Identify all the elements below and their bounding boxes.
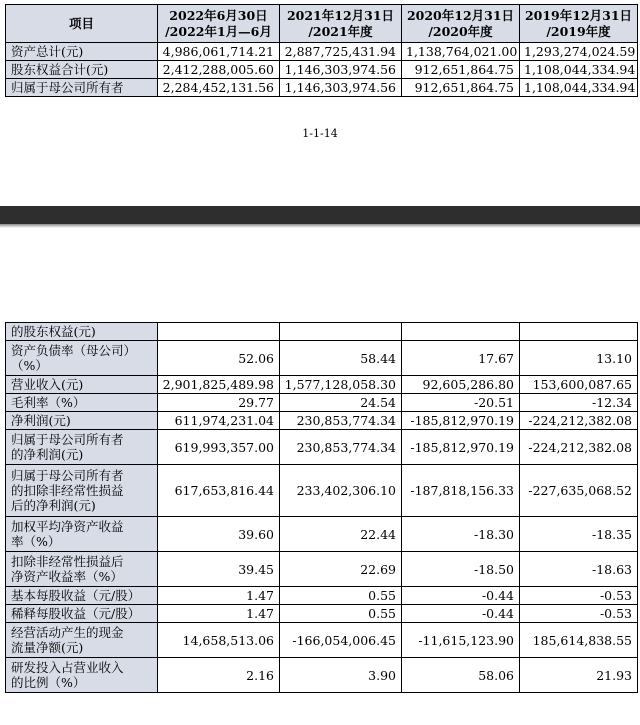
financial-table-bottom <box>5 322 638 693</box>
header-period-cell-line: /2022年1月—6月 <box>165 23 272 39</box>
row-label-cell <box>6 587 158 605</box>
row-value-cell: 619,993,357.00 <box>158 430 280 465</box>
table-row <box>6 376 638 394</box>
row-label-cell-line: 扣除非经常性损益后 <box>11 554 124 569</box>
row-label-cell-line: 股东权益合计(元) <box>11 62 109 77</box>
row-value-cell: 2.16 <box>158 658 280 693</box>
header-period-cell-line: /2021年度 <box>308 23 373 39</box>
row-value-cell: -11,615,123.90 <box>402 623 520 658</box>
row-value-cell: 611,974,231.04 <box>158 412 280 430</box>
row-label-cell-line: 资产负债率（母公司） <box>11 343 137 358</box>
row-label-cell-line: 流量净额(元) <box>11 640 84 655</box>
row-value-cell: -187,818,156.33 <box>402 465 520 517</box>
table-row <box>6 323 638 341</box>
row-value-cell: 617,653,816.44 <box>158 465 280 517</box>
row-label-cell <box>6 43 158 61</box>
row-value-cell: 1,146,303,974.56 <box>280 79 402 97</box>
row-label-cell-line: 率（%） <box>11 534 61 549</box>
row-label-cell-line: 加权平均净资产收益 <box>11 519 124 534</box>
row-value-cell: -185,812,970.19 <box>402 430 520 465</box>
row-label-cell-line: 稀释每股收益（元/股） <box>11 606 141 621</box>
table-row <box>6 341 638 376</box>
row-value-cell: -224,212,382.08 <box>520 412 638 430</box>
row-label-cell <box>6 605 158 623</box>
row-value-cell: 1,577,128,058.30 <box>280 376 402 394</box>
row-label-cell <box>6 623 158 658</box>
row-label-cell-line: 的比例（%） <box>11 675 86 690</box>
row-label-cell <box>6 341 158 376</box>
table-row <box>6 430 638 465</box>
financial-table-top <box>5 4 638 97</box>
row-label-cell-line: 营业收入(元) <box>11 377 84 392</box>
row-value-cell: 17.67 <box>402 341 520 376</box>
row-value-cell: 230,853,774.34 <box>280 430 402 465</box>
header-period-cell-line: 2022年6月30日 <box>169 7 268 23</box>
header-period-cell <box>158 5 280 43</box>
row-value-cell: -0.53 <box>520 587 638 605</box>
row-value-cell: -18.63 <box>520 552 638 587</box>
row-label-cell <box>6 412 158 430</box>
table-row <box>6 623 638 658</box>
row-value-cell: 58.06 <box>402 658 520 693</box>
row-label-cell-line: 经营活动产生的现金 <box>11 625 124 640</box>
row-value-cell: 52.06 <box>158 341 280 376</box>
header-period-cell-line: /2019年度 <box>546 23 611 39</box>
table-row <box>6 605 638 623</box>
row-label-cell <box>6 376 158 394</box>
row-value-cell: -18.30 <box>402 517 520 552</box>
row-value-cell <box>280 323 402 341</box>
row-value-cell: 1,108,044,334.94 <box>520 61 638 79</box>
row-value-cell: 39.45 <box>158 552 280 587</box>
row-value-cell: 2,901,825,489.98 <box>158 376 280 394</box>
row-value-cell: 2,284,452,131.56 <box>158 79 280 97</box>
row-value-cell: 230,853,774.34 <box>280 412 402 430</box>
row-value-cell <box>402 323 520 341</box>
row-value-cell: 22.44 <box>280 517 402 552</box>
header-period-cell-line: /2020年度 <box>428 23 493 39</box>
row-value-cell: -0.44 <box>402 605 520 623</box>
table-row <box>6 412 638 430</box>
row-value-cell: -227,635,068.52 <box>520 465 638 517</box>
row-value-cell <box>158 323 280 341</box>
row-label-cell-line: 资产总计(元) <box>11 44 84 59</box>
row-label-cell-line: 的股东权益(元) <box>11 324 96 339</box>
row-value-cell: -185,812,970.19 <box>402 412 520 430</box>
row-value-cell: 2,412,288,005.60 <box>158 61 280 79</box>
row-value-cell: 233,402,306.10 <box>280 465 402 517</box>
table-row <box>6 587 638 605</box>
row-value-cell: 2,887,725,431.94 <box>280 43 402 61</box>
row-value-cell: -166,054,006.45 <box>280 623 402 658</box>
table-row <box>6 658 638 693</box>
row-value-cell: 92,605,286.80 <box>402 376 520 394</box>
row-label-cell <box>6 517 158 552</box>
row-label-cell-line: 净利润(元) <box>11 413 71 428</box>
row-value-cell: 4,986,061,714.21 <box>158 43 280 61</box>
row-value-cell: 13.10 <box>520 341 638 376</box>
row-value-cell: 1.47 <box>158 587 280 605</box>
table-row <box>6 79 638 97</box>
row-label-cell-line: 净资产收益率（%） <box>11 569 123 584</box>
row-value-cell: 185,614,838.55 <box>520 623 638 658</box>
row-value-cell: 912,651,864.75 <box>402 61 520 79</box>
row-label-cell-line: 研发投入占营业收入 <box>11 660 124 675</box>
row-label-cell <box>6 79 158 97</box>
row-label-cell-line: （%） <box>11 358 48 373</box>
header-period-cell-line: 2020年12月31日 <box>406 7 515 23</box>
table-row <box>6 552 638 587</box>
header-period-cell <box>280 5 402 43</box>
row-label-cell <box>6 394 158 412</box>
table-row <box>6 43 638 61</box>
row-value-cell: -0.53 <box>520 605 638 623</box>
header-period-cell-line: 2021年12月31日 <box>286 7 395 23</box>
row-value-cell: -0.44 <box>402 587 520 605</box>
header-period-cell <box>402 5 520 43</box>
header-period-cell-line: 2019年12月31日 <box>524 7 633 23</box>
row-value-cell: 1,293,274,024.59 <box>520 43 638 61</box>
table-row <box>6 394 638 412</box>
row-value-cell: 0.55 <box>280 605 402 623</box>
row-label-cell-line: 基本每股收益（元/股） <box>11 588 141 603</box>
header-period-cell <box>520 5 638 43</box>
header-item-cell: 项目 <box>6 5 158 43</box>
row-value-cell: 29.77 <box>158 394 280 412</box>
row-label-cell <box>6 465 158 517</box>
table-header-row <box>6 5 638 43</box>
row-value-cell: 24.54 <box>280 394 402 412</box>
row-label-cell-line: 的净利润(元) <box>11 447 84 462</box>
row-value-cell: -18.50 <box>402 552 520 587</box>
row-value-cell: 21.93 <box>520 658 638 693</box>
table-row <box>6 517 638 552</box>
row-value-cell <box>520 323 638 341</box>
row-value-cell: 1,146,303,974.56 <box>280 61 402 79</box>
table-row <box>6 465 638 517</box>
row-label-cell-line: 的扣除非经常性损益 <box>11 483 124 498</box>
row-value-cell: -12.34 <box>520 394 638 412</box>
row-value-cell: 912,651,864.75 <box>402 79 520 97</box>
row-value-cell: 1.47 <box>158 605 280 623</box>
row-label-cell <box>6 61 158 79</box>
row-value-cell: 1,138,764,021.00 <box>402 43 520 61</box>
row-value-cell: 1,108,044,334.94 <box>520 79 638 97</box>
page-number: 1-1-14 <box>302 127 338 140</box>
row-label-cell-line: 归属于母公司所有者 <box>11 468 124 483</box>
row-label-cell <box>6 430 158 465</box>
row-label-cell-line: 毛利率（%） <box>11 395 86 410</box>
row-value-cell: -20.51 <box>402 394 520 412</box>
row-value-cell: 3.90 <box>280 658 402 693</box>
page-break-shadow <box>0 224 640 228</box>
row-value-cell: 0.55 <box>280 587 402 605</box>
row-value-cell: 14,658,513.06 <box>158 623 280 658</box>
row-label-cell <box>6 323 158 341</box>
row-label-cell <box>6 658 158 693</box>
row-label-cell-line: 归属于母公司所有者 <box>11 80 124 95</box>
row-value-cell: -18.35 <box>520 517 638 552</box>
table-row <box>6 61 638 79</box>
row-label-cell-line: 后的净利润(元) <box>11 498 96 513</box>
row-value-cell: 39.60 <box>158 517 280 552</box>
row-label-cell <box>6 552 158 587</box>
row-value-cell: 58.44 <box>280 341 402 376</box>
row-value-cell: 153,600,087.65 <box>520 376 638 394</box>
row-value-cell: 22.69 <box>280 552 402 587</box>
page-break <box>0 206 640 224</box>
row-label-cell-line: 归属于母公司所有者 <box>11 432 124 447</box>
row-value-cell: -224,212,382.08 <box>520 430 638 465</box>
